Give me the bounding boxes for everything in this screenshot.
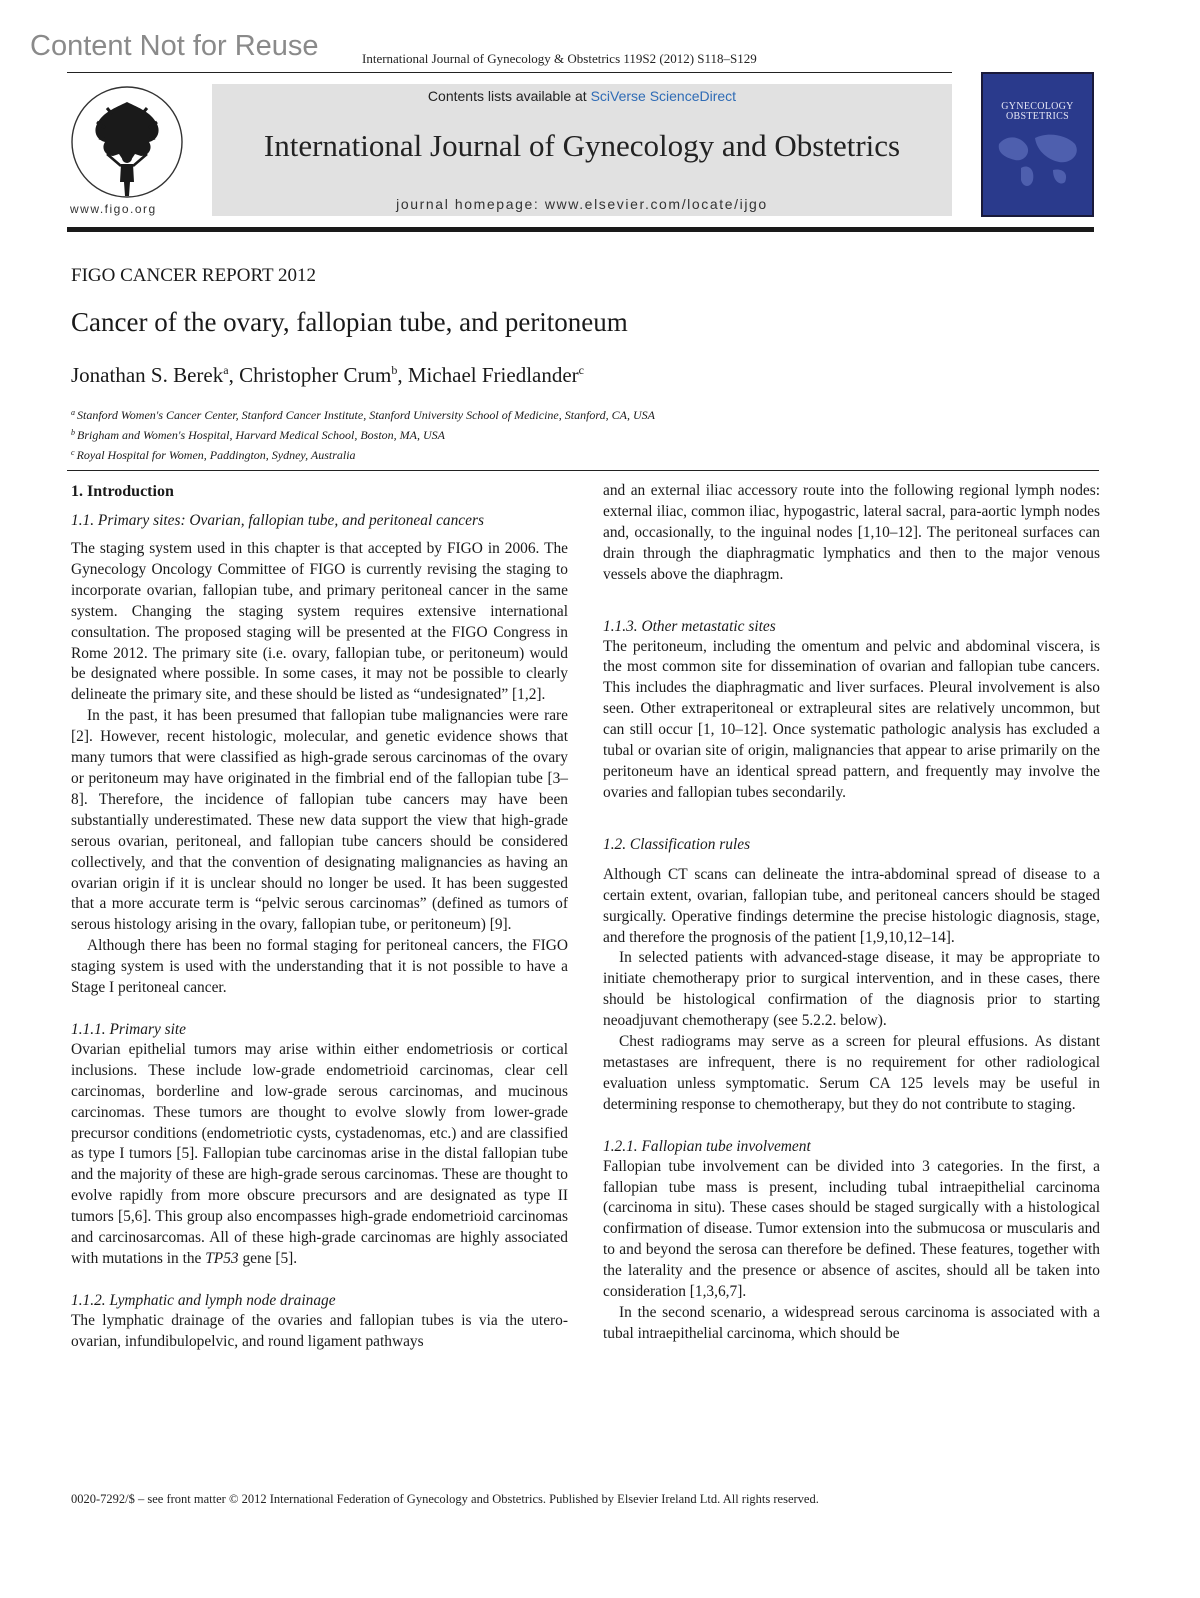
gene-name: TP53: [205, 1250, 239, 1267]
author-name: Christopher Crum: [239, 363, 392, 387]
figo-url[interactable]: www.figo.org: [70, 202, 157, 216]
heading-other-metastatic-sites: 1.1.3. Other metastatic sites: [603, 617, 776, 635]
paragraph: Although there has been no formal staging for peritoneal cancers, the FIGO staging system is used with the understanding that it is not possible to have a Stage I peritoneal cancer.: [71, 937, 568, 997]
report-label: FIGO CANCER REPORT 2012: [71, 265, 317, 286]
journal-masthead: [212, 84, 952, 216]
figo-logo: [67, 84, 187, 219]
paragraph: Fallopian tube involvement can be divided into 3 categories. In the first, a fallopian tube mass is present, including tubal intraepithelial carcinoma (carcinoma in situ). These cases should be staged surgically with a histological confirmation of disease. Tumor extension into the submucosa or muscularis and to and beyond the serosa can therefore be defined. These features, together with the laterality and the presence or absence of ascites, should all be taken into consideration [1,3,6,7].: [603, 1157, 1100, 1301]
heading-introduction: 1. Introduction: [71, 483, 174, 500]
cover-title-line1: GYNECOLOGY: [1001, 101, 1074, 112]
paragraph: In selected patients with advanced-stage disease, it may be appropriate to initiate chemotherapy prior to surgical intervention, and in these cases, there should be histological confirmation of the diagnosis prior to starting neoadjuvant chemotherapy (see 5.2.2. below).: [603, 949, 1100, 1030]
author-affiliation-mark: c: [578, 363, 584, 377]
section-rule: [67, 470, 1099, 471]
paragraph-text: Ovarian epithelial tumors may arise within either endometriosis or cortical inclusions. These include low-grade endometrioid carcinomas, clear cell carcinomas, borderline and low-grade serous carcinomas, and mucinous carcinomas. These tumors are thought to evolve slowly from lower-grade precursor conditions (endometriotic cysts, cystadenomas, etc.) and are classified as type I tumors [5]. Fallopian tube carcinomas arise in the distal fallopian tube and the majority of these are high-grade serous carcinomas. These are thought to evolve rapidly from more obscure precursors and are designated as type II tumors [5,6]. This group also encompasses high-grade endometrioid carcinomas and carcinosarcomas. All of these high-grade carcinomas are highly associated with mutations in the: [71, 1040, 568, 1267]
author-name: Michael Friedlander: [407, 363, 579, 387]
journal-homepage[interactable]: journal homepage: www.elsevier.com/locate/ijgo: [396, 196, 768, 212]
paragraph: The staging system used in this chapter is that accepted by FIGO in 2006. The Gynecology Oncology Committee of FIGO is currently revising the staging to incorporate ovarian, fallopian tube, and primary peritoneal cancer in the same system. Changing the staging system requires extensive international consultation. The proposed staging will be presented at the FIGO Congress in Rome 2012. The primary site (i.e. ovary, fallopian tube, or peritoneum) would be designated where possible. In some cases, it may not be possible to clearly delineate the primary site, and these should be listed as “undesignated” [1,2].: [71, 540, 568, 704]
author-name: Jonathan S. Berek: [71, 363, 224, 387]
affiliation-mark: a: [71, 408, 75, 417]
paragraph: In the past, it has been presumed that fallopian tube malignancies were rare [2]. However, recent histologic, molecular, and genetic evidence shows that many tumors that were classified as high-grade serous carcinomas of the ovary or peritoneum may have originated in the fimbrial end of the fallopian tube [3–8]. Therefore, the incidence of fallopian tube cancers may have been substantially underestimated. These new data support the view that high-grade serous ovarian, peritoneal, and fallopian tube cancers should be considered collectively, and that the convention of designating malignancies as having an ovarian origin if it is unclear should no longer be used. It has been suggested that a more accurate term is “pelvic serous carcinomas” (defined as tumors of serous histology arising in the ovary, fallopian tube, or peritoneum) [9].: [71, 707, 568, 934]
header-thick-rule: [67, 227, 1094, 232]
affiliation: [71, 444, 655, 464]
paragraph-text: gene [5].: [238, 1250, 298, 1267]
affiliation: [71, 404, 655, 424]
paragraph: The lymphatic drainage of the ovaries and fallopian tubes is via the utero-ovarian, infundibulopelvic, and round ligament pathways: [71, 1311, 568, 1350]
journal-title: International Journal of Gynecology and Obstetrics: [263, 128, 901, 163]
copyright-footer: 0020-7292/$ – see front matter © 2012 International Federation of Gynecology and Obstetrics. Published by Elsevier Ireland Ltd. All rights reserved.: [71, 1492, 819, 1506]
paragraph: The peritoneum, including the omentum and pelvic and abdominal viscera, is the most common site for dissemination of ovarian and fallopian tube cancers. This includes the diaphragmatic and liver surfaces. Pleural involvement is also seen. Other extraperitoneal or extrapleural sites are relatively uncommon, but can still occur [1, 10–12]. Once systematic pathologic analysis has excluded a tubal or ovarian site of origin, malignancies that appear to arise primarily on the peritoneum have an identical spread pattern, and frequently may involve the ovaries and fallopian tubes secondarily.: [603, 637, 1100, 801]
affiliation-text: Brigham and Women's Hospital, Harvard Medical School, Boston, MA, USA: [77, 428, 445, 442]
affiliation: [71, 424, 655, 444]
author-affiliation-mark: a: [223, 363, 229, 377]
author-list: Jonathan S. Berek$^a$, Christopher Crum$^b$, Michael Friedlander$^c$: [71, 363, 584, 387]
heading-lymphatic-drainage: 1.1.2. Lymphatic and lymph node drainage: [71, 1291, 336, 1309]
article-title: Cancer of the ovary, fallopian tube, and peritoneum: [71, 307, 628, 337]
affiliations: [71, 404, 655, 464]
cover-title: [983, 102, 1092, 122]
contents-line: [212, 88, 952, 104]
affiliation-mark: b: [71, 428, 75, 437]
sciencedirect-link[interactable]: SciVerse ScienceDirect: [590, 88, 737, 104]
paragraph: Chest radiograms may serve as a screen for pleural effusions. As distant metastases are infrequent, there is no requirement for other radiological evaluation unless symptomatic. Serum CA 125 levels may be useful in determining response to chemotherapy, but they do not contribute to staging.: [603, 1033, 1100, 1113]
left-column: [71, 481, 568, 1353]
top-rule: [67, 72, 952, 73]
heading-primary-site: 1.1.1. Primary site: [71, 1020, 186, 1038]
watermark: Content Not for Reuse: [30, 30, 319, 62]
paragraph: [71, 1040, 568, 1270]
right-column: [603, 481, 1100, 1345]
contents-prefix: Contents lists available at: [427, 88, 591, 104]
journal-citation: International Journal of Gynecology & Obstetrics 119S2 (2012) S118–S129: [362, 51, 757, 66]
paragraph: In the second scenario, a widespread serous carcinoma is associated with a tubal intraepithelial carcinoma, which should be: [603, 1304, 1100, 1342]
affiliation-text: Royal Hospital for Women, Paddington, Sydney, Australia: [76, 448, 356, 462]
paragraph: and an external iliac accessory route into the following regional lymph nodes: external iliac, common iliac, hypogastric, lateral sacral, para-aortic lymph nodes and, occasionally, to the inguinal nodes [1,10–12]. The peritoneal surfaces can drain through the diaphragmatic lymphatics and then to the major venous vessels above the diaphragm.: [603, 482, 1100, 583]
cover-map-graphic: [991, 124, 1087, 194]
paragraph: Although CT scans can delineate the intra-abdominal spread of disease to a certain extent, ovarian, fallopian tube, and peritoneal cancers should be staged surgically. Operative findings determine the precise histologic diagnosis, stage, and therefore the prognosis of the patient [1,9,10,12–14].: [603, 865, 1100, 946]
journal-cover-thumbnail: [981, 72, 1094, 217]
cover-title-line2: OBSTETRICS: [1005, 111, 1069, 122]
heading-fallopian-tube-involvement: 1.2.1. Fallopian tube involvement: [603, 1137, 811, 1155]
heading-primary-sites: 1.1. Primary sites: Ovarian, fallopian tube, and peritoneal cancers: [71, 512, 484, 529]
affiliation-mark: c: [71, 448, 75, 457]
affiliation-text: Stanford Women's Cancer Center, Stanford Cancer Institute, Stanford University School of Medicine, Stanford, CA, USA: [77, 408, 655, 422]
author-affiliation-mark: b: [391, 363, 398, 377]
heading-classification-rules: 1.2. Classification rules: [603, 835, 751, 853]
